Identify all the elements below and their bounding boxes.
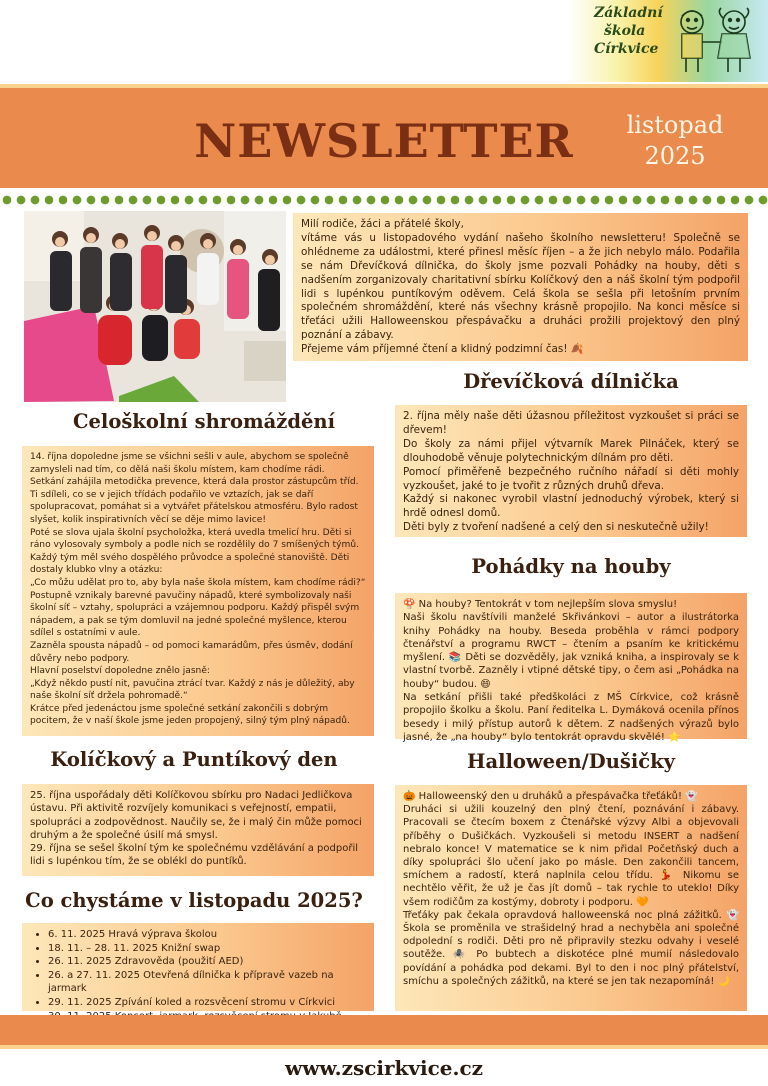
workshop-box <box>395 405 747 537</box>
plans-box <box>22 923 374 1011</box>
assembly-p6: Hlavní poselství dopoledne znělo jasně: <box>30 666 210 677</box>
workshop-p5: Děti byly z tvoření nadšené a celý den si neskutečně užily! <box>403 521 709 534</box>
mushrooms-box <box>395 593 747 743</box>
heading-plans: Co chystáme v listopadu 2025? <box>25 889 363 912</box>
clothespin-box <box>22 784 374 876</box>
assembly-p2: Setkání zahájila metodička prevence, která dala prostor zástupcům tříd. Ti sdíleli, co se v jejich třídách podařilo ve vztazích, jak se daří spolupracovat, pomáhat si a vytvářet přátelskou atmosféru. Bylo radost slyšet, kolik inspirativních věcí se děje mimo lavice! <box>30 477 359 525</box>
workshop-p2: Do školy za námi přijel výtvarník Marek Pilnáček, který se dlouhodobě věnuje polytechnickým dílnám pro děti. <box>403 437 739 464</box>
newsletter-title: NEWSLETTER <box>194 114 574 168</box>
mushrooms-p1: 🍄 Na houby? Tentokrát v tom nejlepším slova smyslu! <box>403 599 678 610</box>
issue-date <box>620 110 730 172</box>
assembly-box <box>22 446 374 736</box>
dotted-divider <box>0 193 768 207</box>
plan-item: • 18. 11. – 28. 11. 2025 Knižní swap <box>48 942 366 956</box>
heading-clothespin: Kolíčkový a Puntíkový den <box>50 748 338 771</box>
website-link[interactable]: www.zscirkvice.cz <box>284 1056 483 1080</box>
assembly-quote-2: „Když někdo pustí nit, pavučina ztrácí tvar. Každý z nás je důležitý, aby naše školní síť držela pohromadě.“ <box>30 678 355 702</box>
workshop-p4: Každý si nakonec vyrobil vlastní jednoduchý výrobek, který si hrdě odnesl domů. <box>403 493 739 520</box>
plan-item: • 26. a 27. 11. 2025 Otevřená dílnička k přípravě vazeb na jarmark <box>48 969 366 996</box>
heading-mushrooms: Pohádky na houby <box>471 555 671 578</box>
logo-line-2: škola <box>604 23 646 39</box>
assembly-p1: 14. října dopoledne jsme se všichni sešli v aule, abychom se společně zamysleli nad tím, co dělá naši školu místem, kam chodíme rádi. <box>30 452 349 475</box>
halloween-p3: Třeťáky pak čekala opravdová halloweenská noc plná zážitků. 👻 Škola se proměnila ve strašidelný hrad a nechyběla ani společné odpolední s rodiči. Děti pro ně připravily stezku odvahy i veselé soutěže. 🕷️ Po bubtech a diskotéce plné mumií následovalo povídání a pohádka pod dekami. Byl to den i noc plný přátelství, smíchu a společných zážitků, na které se jen tak nezapomíná! 🌙 <box>403 909 739 987</box>
assembly-p7: Krátce před jedenáctou jsme společné setkání zakončili s dobrým pocitem, že v naší škole jsme jeden propojený, silný tým plný nápadů. <box>30 703 350 727</box>
footer-band <box>0 1015 768 1045</box>
heading-assembly: Celoškolní shromáždění <box>72 410 336 433</box>
plan-item: • 29. 11. 2025 Zpívání koled a rozsvěcení stromu v Církvici <box>48 996 366 1010</box>
intro-closing: Přejeme vám příjemné čtení a klidný podzimní čas! 🍂 <box>301 343 584 356</box>
plans-list <box>30 928 366 1023</box>
logo-line-1: Základní <box>594 5 663 21</box>
footer-stripe <box>0 1045 768 1049</box>
intro-body: vítáme vás u listopadového vydání našeho školního newsletteru! Společně se ohlédneme za událostmi, které přinesl měsíc říjen – a že jich nebylo málo. Podařila se nám Dřevíčková dílnička, do školy jsme pozvali Pohádky na houby, děti s nadšením zorganizovaly charitativní sbírku Kolíčkový den a náš školní tým podpořil lidi s lupénkou puntíkovým oděvem. Celá škola se sešla při letošním prvním společném shromáždění, které nás všechny krásně propojilo. Na konci měsíce si třeťáci užili Halloweenskou přespávačku a druháci prožili projektový den plný poznání a zábavy. <box>301 231 740 342</box>
plan-item: • 26. 11. 2025 Zdravověda (použití AED) <box>48 955 366 969</box>
logo-line-3: Církvice <box>594 41 659 57</box>
halloween-p2: Druháci si užili kouzelný den plný čtení, poznávání i zábavy. Pracovali se čtecím boxem z Čtenářské výzvy Albi a objevovali příběhy o Dušičkách. Vyzkoušeli si metodu INSERT a nadšení nebralo konce! V matematice se k nim přidal Početňský duch a díky spolupráci šlo učení jako po másle. Den zakončili tancem, smíchem a radostí, která naplnila celou třídu. 💃 Nikomu se nechtělo věřit, že už je čas jít domů – tak rychle to uteklo! Díky všem rodičům za kostýmy, dobroty i podporu. 🧡 <box>403 804 739 908</box>
assembly-p3: Poté se slova ujala školní psycholožka, která uvedla tmelicí hru. Děti si ráno vylosovaly symboly a podle nich se rozdělily do 7 smíšených týmů. Každý tým měl svého dospělého průvodce a společné stanoviště. Děti dostaly klubko vlny a otázku: <box>30 527 360 576</box>
clothespin-p1: 25. října uspořádaly děti Kolíčkovou sbírku pro Nadaci Jedličkova ústavu. Při aktivitě rozvíjely komunikaci s veřejností, empatii, spolupráci a zodpovědnost. Naučily se, že i malý čin může pomoci druhým a že společné úsilí má smysl. <box>30 790 362 841</box>
workshop-p3: Pomocí přiměřeně bezpečného ručního nářadí si děti mohly vyzkoušet, jaké to je tvořit z různých druhů dřeva. <box>403 465 739 492</box>
workshop-p1: 2. října měly naše děti úžasnou příležitost vyzkoušet si práci se dřevem! <box>403 410 739 436</box>
issue-year: 2025 <box>644 142 706 170</box>
heading-workshop: Dřevíčková dílnička <box>463 370 679 393</box>
plan-item: • 6. 11. 2025 Hravá výprava školou <box>48 928 366 942</box>
heading-halloween: Halloween/Dušičky <box>467 750 675 773</box>
issue-month: listopad <box>626 111 724 139</box>
halloween-box <box>395 785 747 1011</box>
staff-group-photo <box>24 211 286 402</box>
halloween-p1: 🎃 Halloweenský den u druháků a přespávačka třeťáků! 👻 <box>403 791 698 802</box>
mushrooms-p3: Na setkání přišli také předškoláci z MŠ Církvice, což krásně propojilo školku a školu. Paní ředitelka L. Dymáková ocenila přínos besedy i milý přístup autorů k dětem. Z nadšených výrazů bylo jasné, že „na houby“ bylo tentokrát opravdu skvělé! ⭐ <box>403 692 739 743</box>
assembly-p5: Zazněla spousta nápadů – od pomoci kamarádům, přes úsměv, dodání důvěry nebo podpory. <box>30 640 353 664</box>
assembly-p4: Postupně vznikaly barevné pavučiny nápadů, které symbolizovaly naši školní síť – vztahy, spolupráci a vzájemnou podporu. Každý přispěl svým nápadem, a pak se tým domluvil na jedné společné myšlence, kterou sdílel s ostatními v aule. <box>30 590 360 639</box>
clothespin-p2: 29. října se sešel školní tým ke společnému vzdělávání a podpořil lidi s lupénkou tím, že se oblékl do puntíků. <box>30 843 358 868</box>
assembly-quote: „Co můžu udělat pro to, aby byla naše škola místem, kam chodíme rádi?“ <box>30 577 366 588</box>
children-drawing-icon <box>668 6 762 78</box>
intro-box <box>293 213 748 361</box>
mushrooms-p2: Naši školu navštívili manželé Skřivánkovi – autor a ilustrátorka knihy Pohádky na houby. Beseda proběhla v rámci podpory čtenářství a programu RWCT – čtením a psaním ke kritickému myšlení. 📚 Děti se dozvěděly, jak vzniká kniha, a inspirovaly se k vlastní tvorbě. Zazněly i vtipné dětské tipy, o čem asi „Pohádka na houby“ budou. 😄 <box>403 612 739 690</box>
intro-greeting: Milí rodiče, žáci a přátelé školy, <box>301 218 464 230</box>
